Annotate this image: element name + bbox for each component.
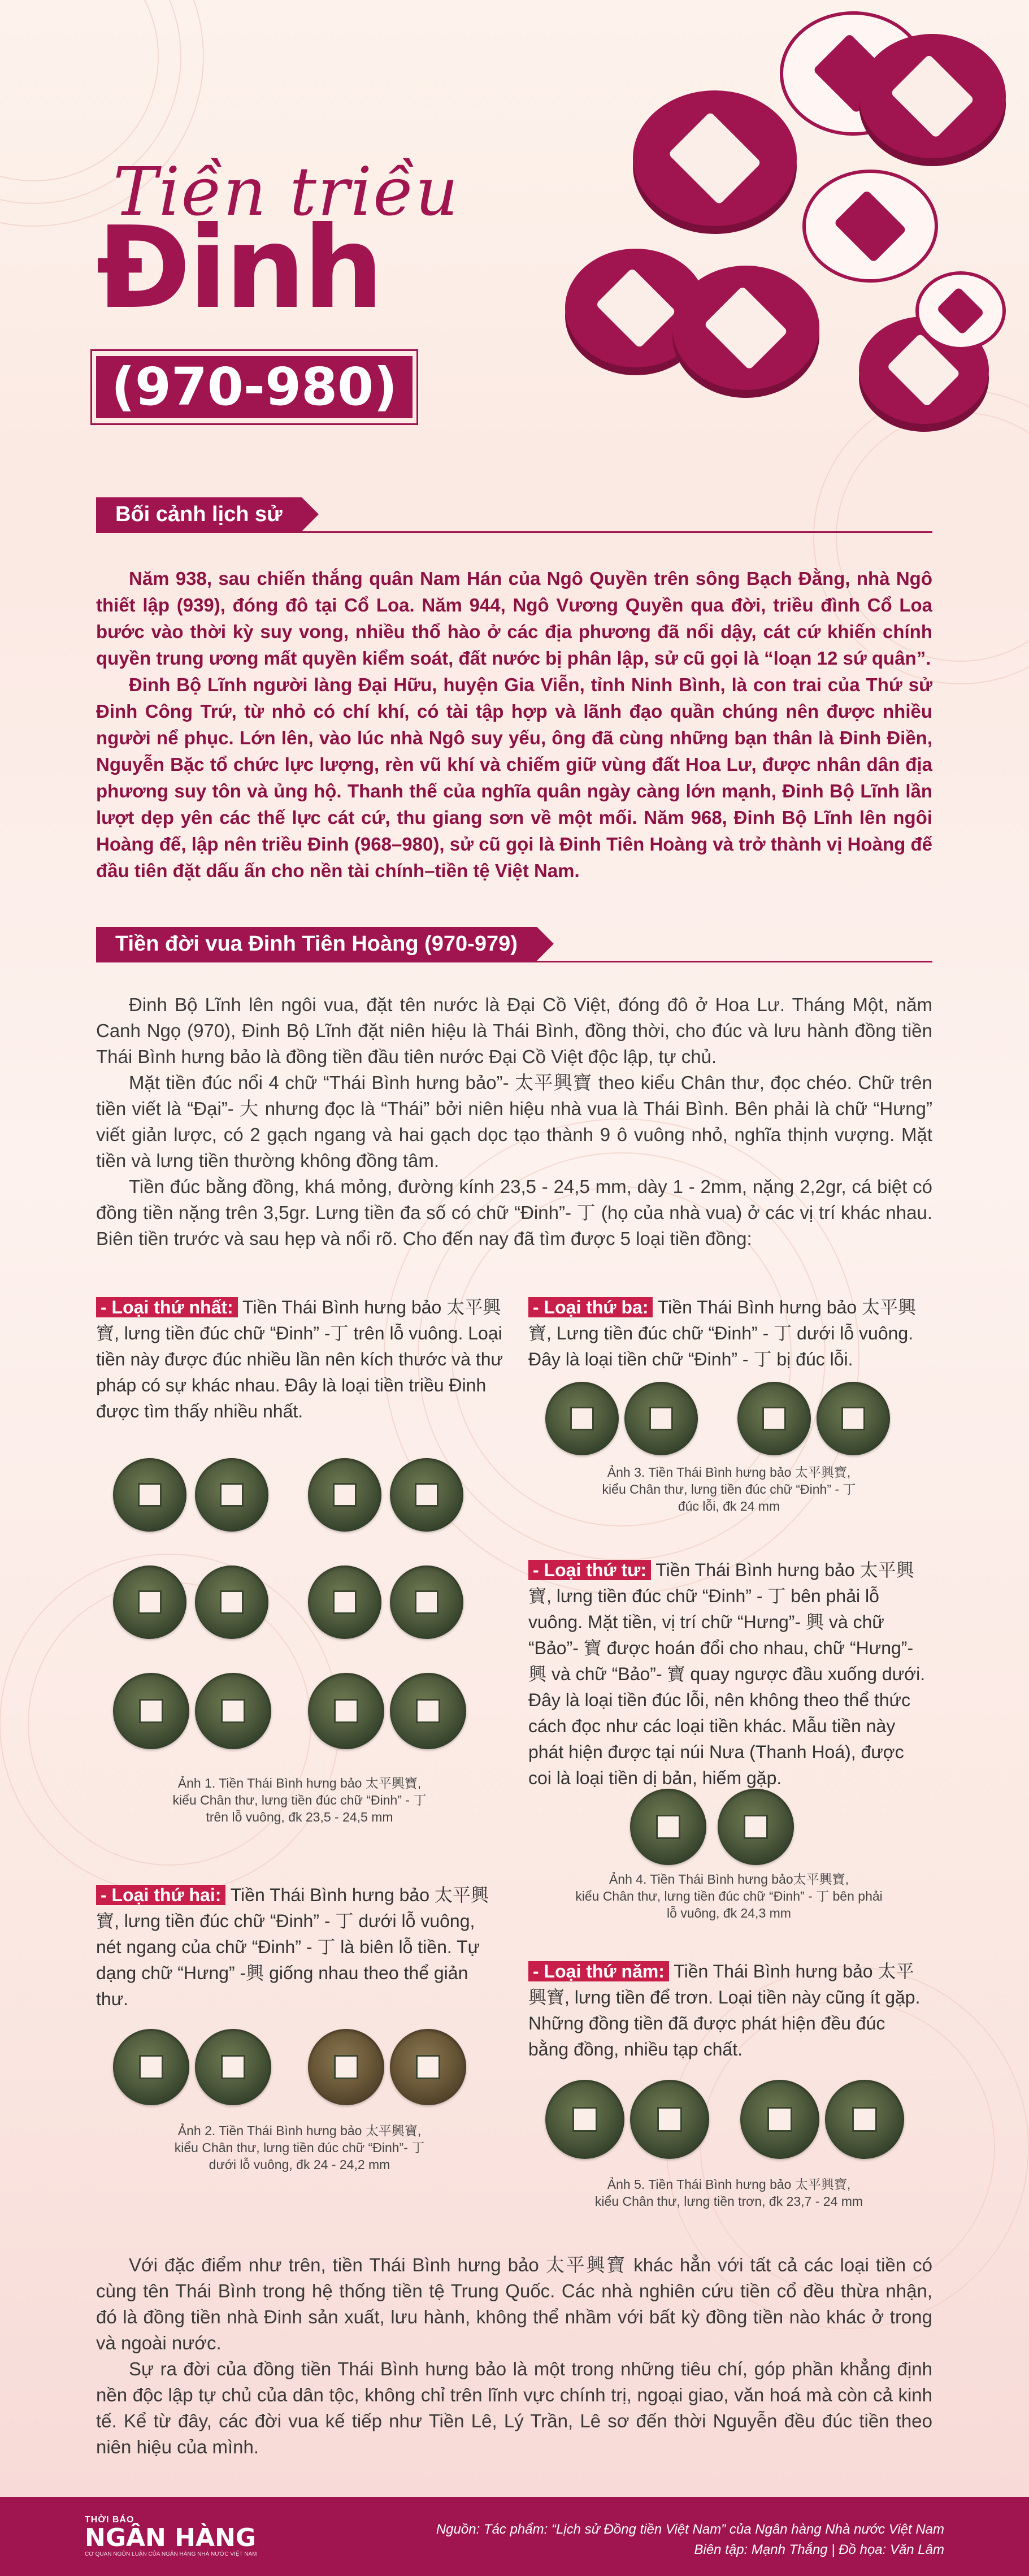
coin-type-label: - Loại thứ tư:: [528, 1560, 651, 1580]
brand-small: THỜI BÁO: [85, 2515, 134, 2525]
coin-type-label: - Loại thứ hai:: [96, 1885, 225, 1905]
coin-photo: [737, 1382, 811, 1455]
caption-line: Ảnh 1. Tiền Thái Bình hưng bảo 太平興寶,: [177, 1776, 422, 1790]
coin-photo: [817, 1382, 890, 1455]
caption-photo-3: [528, 1464, 930, 1515]
coin-photo: [113, 1673, 189, 1749]
coin-illustration: [542, 0, 1029, 475]
coin-shape: [802, 170, 938, 283]
coin-photo: [308, 1673, 384, 1749]
caption-photo-5: [528, 2176, 930, 2210]
coin-photo: [825, 2080, 904, 2159]
history-paragraph: Năm 938, sau chiến thắng quân Nam Hán của Ngô Quyền trên sông Bạch Đằng, nhà Ngô thiết lập (939), đóng đô tại Cổ Loa. Năm 944, Ngô Vương Quyền qua đời, triều đình Cổ Loa bước vào thời kỳ suy vong, nhiều thổ hào ở các địa phương đã nổi dậy, cát cứ khiến chính quyền trung ương mất quyền kiểm soát, đất nước bị phân lập, sử cũ gọi là “loạn 12 sứ quân”.: [96, 568, 932, 669]
coin-shape: [859, 34, 1006, 158]
coin-photo: [630, 2080, 709, 2159]
caption-line: đúc lỗi, đk 24 mm: [678, 1499, 780, 1513]
coin-photo: [195, 1673, 271, 1749]
coin-photo: [113, 1565, 186, 1639]
caption-line: Ảnh 2. Tiền Thái Bình hưng bảo 太平興寶,: [177, 2123, 422, 2138]
coin-photo: [390, 1565, 463, 1639]
coin-photo: [390, 1673, 466, 1749]
section-title-coins: Tiền đời vua Đinh Tiên Hoàng (970-979): [96, 927, 537, 961]
coin-photo: [195, 1565, 268, 1639]
footer-authors: Biên tập: Mạnh Thắng | Đồ họa: Văn Lâm: [694, 2542, 944, 2557]
caption-photo-2: [96, 2122, 503, 2173]
coin-type-label: - Loại thứ năm:: [528, 1961, 669, 1981]
coin-shape: [633, 90, 797, 226]
brand-tagline: CƠ QUAN NGÔN LUẬN CỦA NGÂN HÀNG NHÀ NƯỚC VIỆT NAM: [85, 2551, 257, 2557]
caption-photo-1: [96, 1775, 503, 1825]
coin-photo: [718, 1789, 794, 1865]
coin-type-text: Tiền Thái Bình hưng bảo 太平興寶, lưng tiền đúc chữ “Đinh” -丁 trên lỗ vuông. Loại tiền này được đúc nhiều lần nên kích thước và thư pháp có sự khác nhau. Đây là loại tiền triều Đinh được tìm thấy nhiều nhất.: [96, 1297, 503, 1421]
coin-type-2: [96, 1882, 503, 2012]
coin-photo: [545, 2080, 624, 2159]
coin-photo: [308, 1458, 381, 1532]
conclusion-paragraph: Sự ra đời của đồng tiền Thái Bình hưng bảo là một trong những tiêu chí, góp phần khẳng định nền độc lập tự chủ của dân tộc, không chỉ trên lĩnh vực chính trị, ngoại giao, văn hoá mà còn cả kinh tế. Kể từ đây, các đời vua kế tiếp như Tiền Lê, Lý Trần, Lê sơ đến thời Nguyễn đều đúc tiền theo niên hiệu của mình.: [96, 2358, 932, 2457]
caption-line: kiểu Chân thư, lưng tiền đúc chữ “Đinh” - 丁 bên phải: [575, 1889, 883, 1903]
coin-photos-2: [113, 2029, 475, 2114]
coin-type-1: [96, 1294, 503, 1424]
coin-photo: [308, 2029, 384, 2105]
section-divider: [96, 961, 932, 962]
coin-type-text: Tiền Thái Bình hưng bảo 太平興寶, lưng tiền đúc chữ “Đinh” - 丁 dưới lỗ vuông, nét ngang của chữ “Đinh” - 丁 là biên lỗ tiền. Tự dạng chữ “Hưng” -興 giống nhau theo thể giản thư.: [96, 1885, 489, 2009]
history-paragraph: Đinh Bộ Lĩnh người làng Đại Hữu, huyện Gia Viễn, tỉnh Ninh Bình, là con trai của Thứ sử Đinh Công Trứ, từ nhỏ có chí khí, có tài tập hợp và lãnh đạo quần chúng nên được nhiều người nể phục. Lớn lên, vào lúc nhà Ngô suy yếu, ông đã cùng những bạn thân là Đinh Điền, Nguyễn Bặc tổ chức lực lượng, rèn vũ khí và chiếm giữ vùng đất Hoa Lư, được nhân dân địa phương suy tôn và ủng hộ. Thanh thế của nghĩa quân ngày càng lớn mạnh, Đinh Bộ Lĩnh lần lượt dẹp yên các thế lực cát cứ, thu giang sơn về một mối. Năm 968, Đinh Bộ Lĩnh lên ngôi Hoàng đế, lập nên triều Đinh (968–980), sử cũ gọi là Đinh Tiên Hoàng và trở thành vị Hoàng đế đầu tiên đặt dấu ấn cho nền tài chính–tiền tệ Việt Nam.: [96, 674, 932, 881]
coin-type-text: Tiền Thái Bình hưng bảo 太平興寶, lưng tiền để trơn. Loại tiền này cũng ít gặp. Những đồng tiền đã được phát hiện đều đúc bằng đồng, nhiều tạp chất.: [528, 1961, 921, 2059]
footer-source: Nguồn: Tác phẩm: “Lịch sử Đồng tiền Việt Nam” của Ngân hàng Nhà nước Việt Nam: [436, 2522, 944, 2537]
caption-line: kiểu Chân thư, lưng tiền đúc chữ “Đinh”- 丁: [174, 2140, 425, 2155]
coin-shape: [915, 271, 1006, 350]
coin-type-5: [528, 1958, 930, 2062]
title-main: Đinh: [96, 202, 381, 334]
caption-line: dưới lỗ vuông, đk 24 - 24,2 mm: [209, 2157, 390, 2172]
intro-paragraph: Đinh Bộ Lĩnh lên ngôi vua, đặt tên nước là Đại Cồ Việt, đóng đô ở Hoa Lư. Tháng Một, năm Canh Ngọ (970), Đinh Bộ Lĩnh đặt niên hiệu là Thái Bình, đồng thời, cho đúc và lưu hành đồng tiền Thái Bình hưng bảo là đồng tiền đầu tiên nước Đại Cồ Việt độc lập, tự chủ.: [96, 994, 932, 1067]
intro-paragraph: Mặt tiền đúc nổi 4 chữ “Thái Bình hưng bảo”- 太平興寶 theo kiểu Chân thư, đọc chéo. Chữ trên tiền viết là “Đại”- 大 nhưng đọc là “Thái” bởi niên hiệu nhà vua là Thái Bình. Bên phải là chữ “Hưng” viết giản lược, có 2 gạch ngang và hai gạch dọc tạo thành 9 ô vuông nhỏ, nghĩa thịnh vượng. Mặt tiền và lưng tiền thường không đồng tâm.: [96, 1072, 932, 1171]
title-script: Tiền triều: [113, 153, 459, 231]
brand-big: NGÂN HÀNG: [85, 2523, 256, 2552]
history-text: [96, 565, 932, 884]
section-title-history: Bối cảnh lịch sử: [96, 497, 302, 531]
caption-line: trên lỗ vuông, đk 23,5 - 24,5 mm: [206, 1810, 393, 1824]
coin-photo: [624, 1382, 698, 1455]
coin-photo: [195, 1458, 268, 1532]
coin-photo: [308, 1565, 381, 1639]
title-years-badge: (970-980): [96, 356, 413, 418]
coin-shape: [672, 266, 819, 390]
caption-line: kiểu Chân thư, lưng tiền trơn, đk 23,7 - 24 mm: [594, 2194, 863, 2209]
coin-photos-5: [545, 2080, 907, 2165]
conclusion-text: [96, 2252, 932, 2460]
coin-photo: [390, 1458, 463, 1532]
coins-intro-text: [96, 992, 932, 1252]
caption-line: Ảnh 3. Tiền Thái Bình hưng bảo 太平興寶,: [607, 1465, 851, 1480]
coin-photo: [195, 2029, 271, 2105]
coin-type-text: Tiền Thái Bình hưng bảo 太平興寶, Lưng tiền đúc chữ “Đinh” - 丁 dưới lỗ vuông. Đây là loại tiền chữ “Đinh” - 丁 bị đúc lỗi.: [528, 1297, 917, 1369]
coin-photo: [545, 1382, 619, 1455]
caption-photo-4: [528, 1871, 930, 1922]
caption-line: Ảnh 5. Tiền Thái Bình hưng bảo 太平興寶,: [607, 2177, 851, 2192]
coin-photo: [630, 1789, 706, 1865]
coin-type-label: - Loại thứ ba:: [528, 1297, 653, 1317]
coin-photos-3: [545, 1382, 907, 1461]
caption-line: kiểu Chân thư, lưng tiền đúc chữ “Đinh” - 丁: [602, 1482, 856, 1497]
coin-type-4: [528, 1557, 930, 1791]
footer-credits: [436, 2519, 944, 2560]
conclusion-paragraph: Với đặc điểm như trên, tiền Thái Bình hưng bảo 太平興寶 khác hẳn với tất cả các loại tiền có cùng tên Thái Bình trong hệ thống tiền tệ Trung Quốc. Các nhà nghiên cứu tiền cổ đều thừa nhận, đó là đồng tiền nhà Đinh sản xuất, lưu hành, không thể nhầm với bất kỳ đồng tiền nào khác ở trong và ngoài nước.: [96, 2254, 932, 2353]
section-divider: [96, 531, 932, 533]
coin-photo: [740, 2080, 819, 2159]
coin-photos-1: [113, 1452, 475, 1769]
caption-line: Ảnh 4. Tiền Thái Bình hưng bảo太平興寶,: [609, 1872, 849, 1887]
caption-line: kiểu Chân thư, lưng tiền đúc chữ “Đinh” - 丁: [172, 1793, 427, 1807]
caption-line: lỗ vuông, đk 24,3 mm: [667, 1906, 791, 1920]
coin-type-label: - Loại thứ nhất:: [96, 1297, 238, 1317]
coin-type-text: Tiền Thái Bình hưng bảo 太平興寶, lưng tiền đúc chữ “Đinh” - 丁 bên phải lỗ vuông. Mặt tiền, vị trí chữ “Hưng”- 興 và chữ “Bảo”- 寶 được hoán đổi cho nhau, chữ “Hưng”- 興 và chữ “Bảo”- 寶 quay ngược đầu xuống dưới. Đây là loại tiền đúc lỗi, nên không theo thể thức cách đọc như các loại tiền khác. Mẫu tiền này phát hiện được tại núi Nưa (Thanh Hoá), được coi là loại tiền dị bản, hiếm gặp.: [528, 1560, 926, 1788]
coin-type-3: [528, 1294, 930, 1372]
coin-photo: [113, 2029, 189, 2105]
footer: [0, 2497, 1029, 2576]
coin-photo: [113, 1458, 186, 1532]
coin-photo: [390, 2029, 466, 2105]
brand-logo: [85, 2515, 257, 2557]
coin-photos-4: [630, 1789, 800, 1868]
intro-paragraph: Tiền đúc bằng đồng, khá mỏng, đường kính 23,5 - 24,5 mm, dày 1 - 2mm, nặng 2,2gr, cá biệt có đồng tiền nặng trên 3,5gr. Lưng tiền đa số có chữ “Đinh”- 丁 (họ của nhà vua) ở các vị trí khác nhau. Biên tiền trước và sau hẹp và nổi rõ. Cho đến nay đã tìm được 5 loại tiền đồng:: [96, 1176, 932, 1249]
